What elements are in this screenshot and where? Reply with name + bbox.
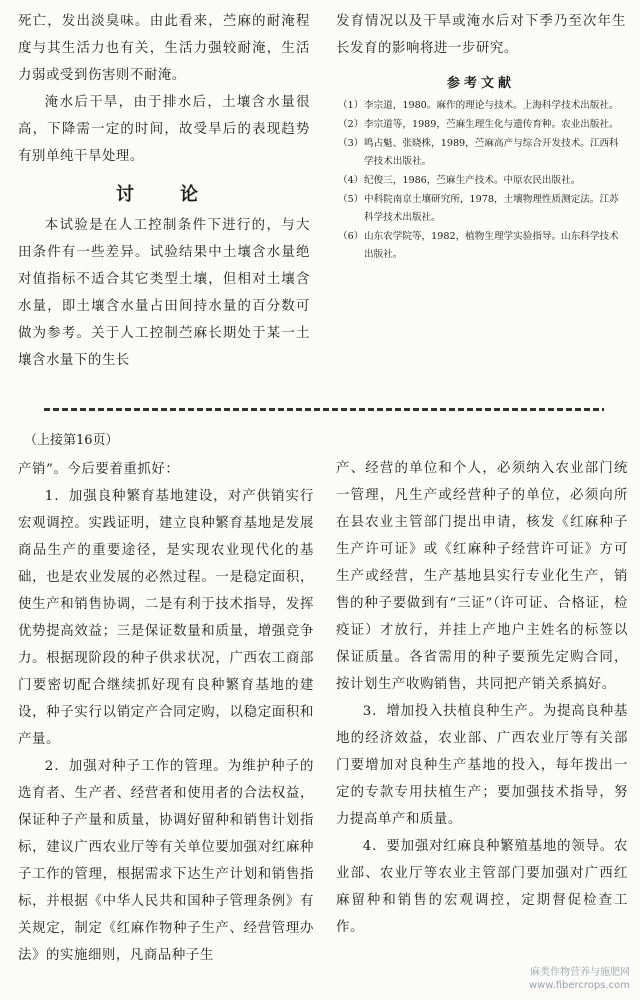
bottom-right-column	[336, 455, 628, 941]
reference-text: 鸣占魁、张晓株，1989，苎麻高产与综合开发技术。江西科学技术出版社。	[364, 138, 619, 167]
reference-text: 李宗道，1980。麻作的理论与技术。上海科学技术出版社。	[364, 100, 619, 111]
section-heading-discussion: 讨 论	[116, 184, 212, 205]
references-heading: 参考文献	[446, 76, 515, 91]
reference-item	[336, 97, 626, 115]
reference-number: （6）	[338, 231, 364, 242]
reference-text: 李宗道等，1989，苎麻生理生化与遗传育种。农业出版社。	[364, 119, 619, 130]
paragraph: 发育情况以及干旱或淹水后对下季乃至次年生长发育的影响将进一步研究。	[336, 14, 626, 56]
reference-number: （2）	[338, 119, 364, 130]
paragraph: 本试验是在人工控制条件下进行的，与大田条件有一些差异。试验结果中土壤含水量绝对值指标不适合其它类型土壤，但相对土壤含水量，即土壤含水量占田间持水量的百分数可做为参考。关于人工控制苎麻长期处于某一土壤含水量下的生长	[18, 218, 310, 368]
reference-item	[336, 116, 626, 134]
top-left-column	[18, 8, 310, 374]
paragraph: 2．加强对种子工作的管理。为维护种子的选育者、生产者、经营者和使用者的合法权益，保证种子产量和质量，协调好留种和销售计划指标，建议广西农业厅等有关单位要加强对红麻种子工作的管理，根据需求下达生产计划和销售指标，并根据《中华人民共和国种子管理条例》有关规定，制定《红麻作物种子生产、经营管理办法》的实施细则，凡商品种子生	[18, 759, 314, 963]
paragraph: 3．增加投入扶植良种生产。为提高良种基地的经济效益，农业部、广西农业厅等有关部门要增加对良种生产基地的投入，每年拨出一定的专款专用扶植生产；要加强技术指导，努力提高单产和质量。	[336, 704, 628, 827]
top-right-column	[336, 8, 626, 265]
section-divider	[44, 408, 604, 411]
paragraph: 淹水后干旱，由于排水后，土壤含水量很高，下降需一定的时间，故受旱后的表现趋势有别单纯干旱处理。	[18, 95, 310, 164]
paragraph: 死亡，发出淡臭味。由此看来，苎麻的耐淹程度与其生活力也有关，生活力强较耐淹，生活力弱或受到伤害则不耐淹。	[18, 14, 310, 83]
watermark-line-2: www.fibercrops.com	[528, 980, 630, 991]
bottom-left-column	[18, 428, 314, 969]
reference-text: 纪俊三，1986，苎麻生产技术。中原农民出版社。	[364, 175, 581, 186]
references-list	[336, 97, 626, 264]
continued-label: （上接第16页）	[24, 433, 119, 448]
site-watermark	[529, 966, 630, 992]
reference-item	[336, 191, 626, 227]
reference-number: （4）	[338, 175, 364, 186]
paragraph: 产、经营的单位和个人，必须纳入农业部门统一管理，凡生产或经营种子的单位，必须向所在县农业主管部门提出申请，核发《红麻种子生产许可证》或《红麻种子经营许可证》方可生产或经营，生产基地县实行专业化生产，销售的种子要做到有“三证”（许可证、合格证，检疫证）才放行，并挂上产地户主姓名的标签以保证质量。各省需用的种子要预先定购合同，按计划生产收购销售，共同把产销关系搞好。	[336, 461, 628, 692]
paragraph: 产销”。今后要着重抓好：	[18, 462, 180, 477]
paragraph: 1．加强良种繁育基地建设，对产供销实行宏观调控。实践证明，建立良种繁育基地是发展商品生产的重要途径，是实现农业现代化的基础，也是农业发展的必然过程。一是稳定面积，使生产和销售协调，二是有利于技术指导，发挥优势提高效益；三是保证数量和质量，增强竞争力。根据现阶段的种子供求状况，广西农工商部门要密切配合继续抓好现有良种繁育基地的建设，种子实行以销定产合同定购，以稳定面积和产量。	[18, 489, 314, 747]
reference-text: 中科院南京土壤研究所，1978，土壤物理性质测定法。江苏科学技术出版社。	[364, 194, 619, 223]
reference-item	[336, 228, 626, 264]
reference-number: （5）	[338, 194, 364, 205]
reference-item	[336, 135, 626, 171]
reference-number: （3）	[338, 138, 364, 149]
paragraph: 4．要加强对红麻良种繁殖基地的领导。农业部、农业厅等农业主管部门要加强对广西红麻留种和销售的宏观调控，定期督促检查工作。	[336, 839, 628, 935]
reference-number: （1）	[338, 100, 364, 111]
reference-text: 山东农学院等，1982，植物生理学实验指导。山东科学技术出版社。	[364, 231, 619, 260]
reference-item	[336, 172, 626, 190]
watermark-line-1: 麻类作物营养与施肥网	[530, 967, 630, 978]
